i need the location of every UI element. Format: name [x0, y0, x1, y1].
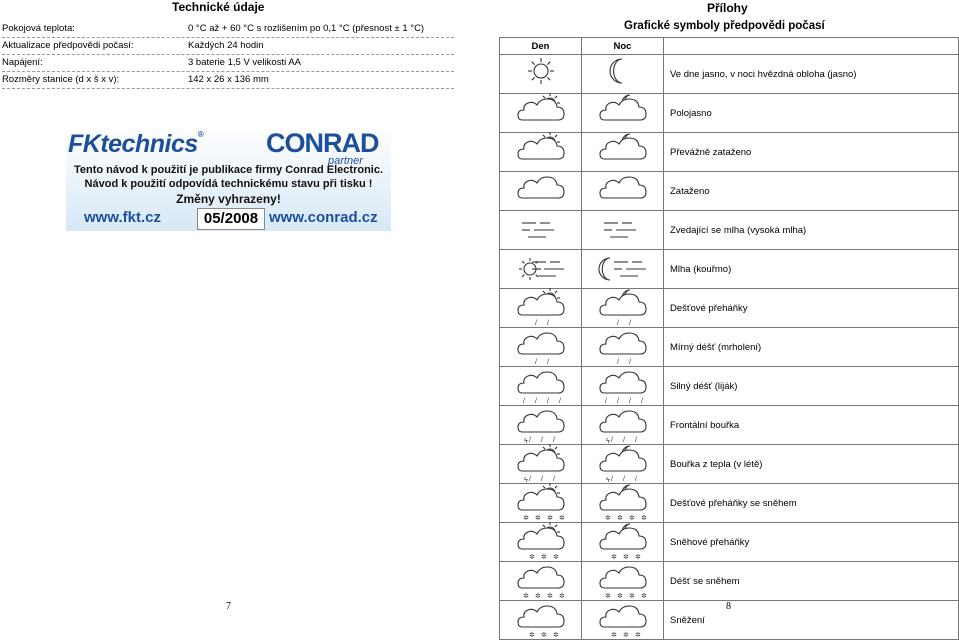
night-symbol-cell [582, 94, 664, 133]
symbol-row [500, 250, 959, 289]
night-symbol-cell [582, 250, 664, 289]
divider [2, 88, 454, 89]
night-symbol-cell [582, 289, 664, 328]
sun-cloud-storm-icon [500, 445, 581, 483]
svg-text:ϟ: ϟ [523, 477, 528, 484]
symbol-description: Dešťové přeháňky [664, 289, 959, 328]
sun-cloud-icon [500, 133, 581, 171]
spec-row-power [2, 55, 454, 71]
svg-text:/: / [534, 320, 537, 327]
column-header-blank [664, 38, 959, 55]
svg-text:/: / [628, 398, 631, 405]
day-symbol-cell [500, 172, 582, 211]
symbol-description: Zataženo [664, 172, 959, 211]
symbol-row [500, 445, 959, 484]
svg-text:✲: ✲ [622, 554, 629, 561]
symbol-row [500, 94, 959, 133]
day-symbol-cell [500, 133, 582, 172]
page-number-right: 8 [726, 601, 731, 612]
symbol-row [500, 133, 959, 172]
symbol-description: Mlha (kouřmo) [664, 250, 959, 289]
symbol-description: Sněhové přeháňky [664, 523, 959, 562]
night-symbol-cell [582, 406, 664, 445]
day-symbol-cell [500, 211, 582, 250]
svg-text:/: / [540, 476, 543, 483]
svg-text:/: / [616, 359, 619, 366]
day-symbol-cell [500, 562, 582, 601]
day-symbol-cell [500, 406, 582, 445]
cloud-heavy-rain-icon [582, 367, 663, 405]
symbol-row [500, 328, 959, 367]
moon-cloud-storm-icon [582, 445, 663, 483]
symbol-description: Déšť se sněhem [664, 562, 959, 601]
publication-date: 05/2008 [197, 208, 265, 230]
banner-notice-2: Návod k použití odpovídá technickému stavu při tisku ! [84, 178, 373, 190]
svg-text:/: / [534, 359, 537, 366]
svg-text:/: / [546, 359, 549, 366]
moon-cloud-sleet-icon [582, 484, 663, 522]
svg-text:✲: ✲ [558, 593, 565, 600]
sun-fog-icon [500, 250, 581, 288]
symbol-row [500, 55, 959, 94]
svg-text:/: / [610, 476, 613, 483]
high-fog-icon [582, 211, 663, 249]
svg-text:✲: ✲ [522, 515, 529, 522]
symbol-row [500, 484, 959, 523]
symbol-description: Silný déšť (liják) [664, 367, 959, 406]
svg-text:/: / [558, 398, 561, 405]
moon-fog-icon [582, 250, 663, 288]
spec-label: Napájení: [2, 57, 43, 68]
night-symbol-cell [582, 211, 664, 250]
spec-label: Aktualizace předpovědi počasí: [2, 40, 134, 51]
symbol-description: Dešťové přeháňky se sněhem [664, 484, 959, 523]
svg-text:✲: ✲ [628, 593, 635, 600]
cloud-storm-icon [582, 406, 663, 444]
moon-cloud-snow-icon [582, 523, 663, 561]
cloud-storm-icon [500, 406, 581, 444]
symbol-description: Zvedající se mlha (vysoká mlha) [664, 211, 959, 250]
partner-label: partner [328, 155, 363, 167]
svg-text:✲: ✲ [616, 515, 623, 522]
svg-text:✲: ✲ [616, 593, 623, 600]
conrad-logo: CONRAD [266, 128, 379, 158]
sun-cloud-rain-icon [500, 289, 581, 327]
banner-notice-3: Změny vyhrazeny! [176, 192, 281, 206]
night-symbol-cell [582, 328, 664, 367]
svg-text:/: / [546, 320, 549, 327]
svg-text:✲: ✲ [534, 515, 541, 522]
night-symbol-cell [582, 601, 664, 640]
symbol-row [500, 211, 959, 250]
fkt-url: www.fkt.cz [84, 209, 161, 226]
sun-cloud-sleet-icon [500, 484, 581, 522]
spec-value: 3 baterie 1,5 V velikosti AA [188, 57, 302, 68]
svg-text:/: / [540, 437, 543, 444]
svg-text:/: / [546, 398, 549, 405]
svg-text:/: / [640, 398, 643, 405]
svg-text:ϟ: ϟ [523, 438, 528, 445]
spec-row-temperature [2, 21, 454, 37]
svg-text:/: / [622, 476, 625, 483]
svg-text:/: / [628, 359, 631, 366]
svg-text:✲: ✲ [610, 554, 617, 561]
weather-symbols-table [499, 37, 959, 640]
cloud-sleet-icon [500, 562, 581, 600]
spec-value: 0 °C až + 60 °C s rozlišením po 0,1 °C (přesnost ± 1 °C) [188, 23, 425, 34]
svg-text:✲: ✲ [540, 632, 547, 639]
conrad-url: www.conrad.cz [269, 209, 378, 226]
svg-text:✲: ✲ [558, 515, 565, 522]
svg-text:ϟ: ϟ [605, 477, 610, 484]
svg-text:✲: ✲ [610, 632, 617, 639]
night-symbol-cell [582, 55, 664, 94]
svg-text:/: / [552, 437, 555, 444]
day-symbol-cell [500, 250, 582, 289]
symbol-row [500, 523, 959, 562]
svg-text:/: / [610, 437, 613, 444]
svg-text:/: / [604, 398, 607, 405]
svg-text:✲: ✲ [552, 554, 559, 561]
symbol-description: Frontální bouřka [664, 406, 959, 445]
svg-text:✲: ✲ [552, 632, 559, 639]
day-symbol-cell [500, 289, 582, 328]
spec-row-dimensions [2, 72, 454, 88]
svg-text:✲: ✲ [622, 632, 629, 639]
svg-text:✲: ✲ [546, 515, 553, 522]
symbol-row [500, 172, 959, 211]
technical-data-title: Technické údaje [172, 0, 265, 14]
page-number-left: 7 [226, 601, 231, 612]
moon-cloud-icon [582, 94, 663, 132]
svg-text:✲: ✲ [540, 554, 547, 561]
svg-text:✲: ✲ [546, 593, 553, 600]
svg-text:/: / [528, 437, 531, 444]
svg-text:ϟ: ϟ [605, 438, 610, 445]
spec-label: Pokojová teplota: [2, 23, 75, 34]
symbol-row [500, 367, 959, 406]
svg-text:✲: ✲ [604, 515, 611, 522]
symbol-description: Bouřka z tepla (v létě) [664, 445, 959, 484]
svg-text:✲: ✲ [528, 632, 535, 639]
night-symbol-cell [582, 484, 664, 523]
svg-text:/: / [528, 476, 531, 483]
symbol-row [500, 289, 959, 328]
svg-text:✲: ✲ [528, 554, 535, 561]
night-symbol-cell [582, 445, 664, 484]
svg-text:/: / [552, 476, 555, 483]
column-header-day: Den [500, 38, 582, 55]
symbols-subtitle: Grafické symboly předpovědi počasí [624, 20, 825, 32]
svg-text:✲: ✲ [640, 515, 647, 522]
svg-text:/: / [616, 398, 619, 405]
high-fog-icon [500, 211, 581, 249]
day-symbol-cell [500, 445, 582, 484]
moon-icon [582, 55, 663, 93]
svg-text:/: / [628, 320, 631, 327]
cloud-rain-icon [582, 328, 663, 366]
symbol-description: Sněžení [664, 601, 959, 640]
svg-text:/: / [534, 398, 537, 405]
svg-text:✲: ✲ [628, 515, 635, 522]
day-symbol-cell [500, 601, 582, 640]
day-symbol-cell [500, 367, 582, 406]
spec-row-update [2, 38, 454, 54]
cloud-sleet-icon [582, 562, 663, 600]
spec-value: 142 x 26 x 136 mm [188, 74, 269, 85]
symbol-row [500, 406, 959, 445]
spec-label: Rozměry stanice (d x š x v): [2, 74, 120, 85]
cloud-heavy-rain-icon [500, 367, 581, 405]
moon-cloud-rain-icon [582, 289, 663, 327]
svg-text:✲: ✲ [604, 593, 611, 600]
cloud-snow-icon [500, 601, 581, 639]
cloud-snow-icon [582, 601, 663, 639]
cloud-icon [582, 172, 663, 210]
day-symbol-cell [500, 328, 582, 367]
night-symbol-cell [582, 523, 664, 562]
svg-text:✲: ✲ [534, 593, 541, 600]
night-symbol-cell [582, 133, 664, 172]
publisher-banner [66, 125, 391, 231]
column-header-night: Noc [582, 38, 664, 55]
svg-text:/: / [622, 437, 625, 444]
symbol-row [500, 562, 959, 601]
symbol-description: Polojasno [664, 94, 959, 133]
night-symbol-cell [582, 172, 664, 211]
spec-value: Každých 24 hodin [188, 40, 264, 51]
svg-text:/: / [634, 476, 637, 483]
svg-text:✲: ✲ [634, 632, 641, 639]
cloud-rain-icon [500, 328, 581, 366]
svg-text:/: / [522, 398, 525, 405]
sun-cloud-icon [500, 94, 581, 132]
svg-text:/: / [616, 320, 619, 327]
svg-text:/: / [634, 437, 637, 444]
svg-text:✲: ✲ [522, 593, 529, 600]
sun-icon [500, 55, 581, 93]
night-symbol-cell [582, 562, 664, 601]
sun-cloud-snow-icon [500, 523, 581, 561]
day-symbol-cell [500, 523, 582, 562]
day-symbol-cell [500, 484, 582, 523]
svg-text:✲: ✲ [634, 554, 641, 561]
day-symbol-cell [500, 55, 582, 94]
banner-notice-1: Tento návod k použití je publikace firmy Conrad Electronic. [73, 164, 384, 176]
day-symbol-cell [500, 94, 582, 133]
symbol-description: Převážně zataženo [664, 133, 959, 172]
svg-text:✲: ✲ [640, 593, 647, 600]
appendix-title: Přílohy [707, 1, 748, 15]
moon-cloud-icon [582, 133, 663, 171]
fk-technics-logo: FKtechnics® [68, 130, 204, 158]
symbol-description: Ve dne jasno, v noci hvězdná obloha (jasno) [664, 55, 959, 94]
cloud-icon [500, 172, 581, 210]
symbol-description: Mírný déšť (mrholení) [664, 328, 959, 367]
night-symbol-cell [582, 367, 664, 406]
